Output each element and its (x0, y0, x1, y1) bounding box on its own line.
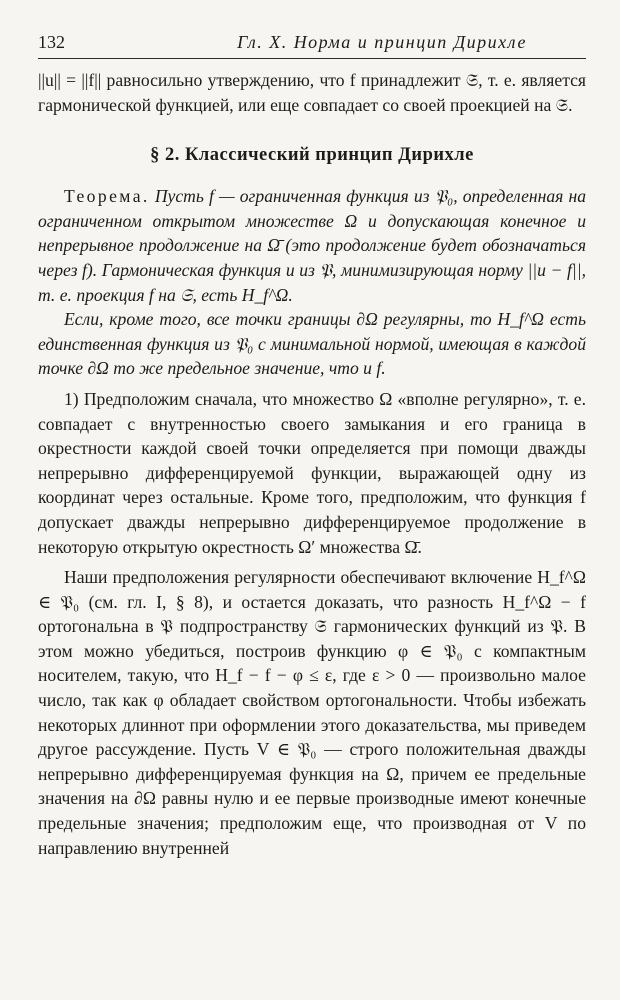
theorem-part-2: Если, кроме того, все точки границы ∂Ω регулярны, то H_f^Ω есть единственная функция из 𝔓₀ с минимальной нормой, имеющая в каждой точке ∂Ω то же предельное значение, что и f. (38, 309, 586, 379)
theorem-statement (38, 184, 586, 307)
section-heading: § 2. Классический принцип Дирихле (150, 145, 474, 166)
theorem-label: Теорема. (64, 186, 150, 207)
running-title: Гл. X. Норма и принцип Дирихле (237, 32, 527, 52)
theorem-text: Пусть f — ограниченная функция из 𝔓₀, определенная на ограниченном открытом множестве Ω и допускающая конечное и непрерывное продолжение на Ω̄ (это продолжение будет обозначаться через f). Гармоническая функция u из 𝔓, минимизирующая норму ||u − f||, т. е. проекция f на 𝔖, есть H_f^Ω. (38, 186, 586, 305)
paragraph-intro: ||u|| = ||f|| равносильно утверждению, что f принадлежит 𝔖, т. е. является гармонической функцией, или еще совпадает со своей проекцией на 𝔖. (38, 70, 586, 115)
paragraph-proof-1: 1) Предположим сначала, что множество Ω «вполне регулярно», т. е. совпадает с внутренностью своего замыкания и его граница в окрестности каждой своей точки определяется при помощи дважды непрерывно дифференцируемой функции, выражающей одну из координат через остальные. Кроме того, предположим, что функция f допускает дважды непрерывно дифференцируемое продолжение в некоторую открытую окрестность Ω′ множества Ω̄. (38, 388, 586, 557)
page-number: 132 (38, 32, 65, 52)
page-body (38, 68, 586, 860)
paragraph-proof-2: Наши предположения регулярности обеспечивают включение H_f^Ω ∈ 𝔓₀ (см. гл. I, § 8), и остается доказать, что разность H_f^Ω − f ортогональна в 𝔓 подпространству 𝔖 гармонических функций из 𝔓. В этом можно убедиться, построив функцию φ ∈ 𝔓₀ с компактным носителем, такую, что H_f − f − φ ≤ ε, где ε > 0 — произвольно малое число, так как φ обладает свойством ортогональности. Чтобы избежать некоторых длиннот при оформлении этого доказательства, мы приведем другое рассуждение. Пусть V ∈ 𝔓₀ — строго положительная дважды непрерывно дифференцируемая функция на Ω, причем ее предельные значения на ∂Ω равны нулю и ее первые производные имеют конечные предельные значения; предположим еще, что производная от V по направлению внутренней (38, 567, 586, 858)
page-header (38, 30, 586, 59)
